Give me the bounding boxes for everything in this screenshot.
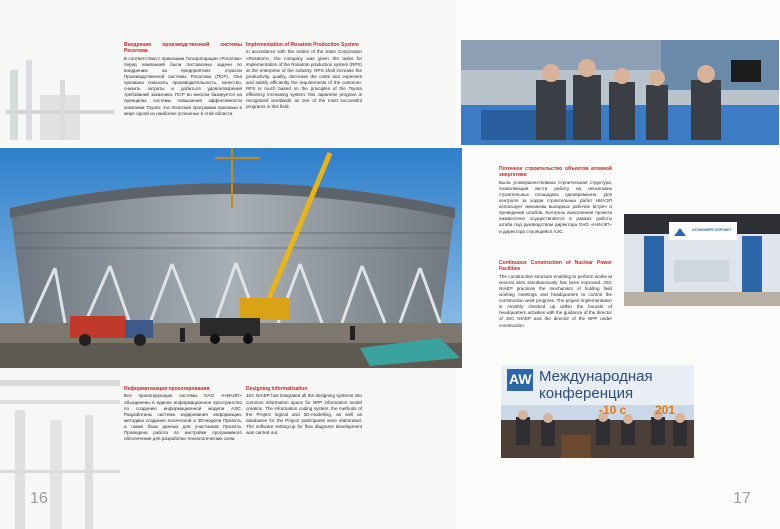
rps-ru-block <box>124 42 242 117</box>
cooling-tower-construction-photo <box>0 148 462 368</box>
design-en-block <box>246 386 362 436</box>
construction-ru-block <box>499 166 612 235</box>
conference-photo <box>501 365 694 458</box>
construction-ru-body: Была усовершенствована строительная структура, позволяющая вести работу на нескольких строительных площадках одновременно. Для контроля за ходом строительных работ НИАЭП использует механизм выездных рабочих встреч и проведения штабов. Контроль выполнения проекта ежемесячно осуществляется в рамках работы штаба под руководством директора ОАО «НИАЭП» и директора строящейся АЭС. <box>499 179 612 234</box>
construction-en-heading: Continuous Construction of Nuclear Power Facilities <box>499 260 612 273</box>
exhibition-booth-photo <box>624 214 780 306</box>
conference-banner-line3b: 201 <box>655 403 676 417</box>
booth-sign: АТОМЭНЕРГОПРОЕКТ <box>692 228 732 232</box>
design-ru-block <box>124 386 242 442</box>
construction-ru-heading: Поточное строительство объектов атомной энергетики <box>499 166 612 179</box>
page-number-left: 16 <box>30 490 48 507</box>
rps-en-block <box>246 42 362 110</box>
design-ru-body: Все проектирующие системы ОАО «НИАЭП» объединены в единое информационное пространство по созданию информационной модели АЭС. Разработаны система кодирования информации, методика создания логической и 3D-модели Проекта, а также базы данных для участников Проекта. Проведена работа по настройке программного обеспечения для разработки технологических схем. <box>124 393 242 442</box>
design-en-body: JSC NIAEP has integrated all the designing systems into common information space for NPP information model creation. The information coding system, the methods of the Project logical and 3D-modelling, as well as databases for the Project participants were elaborated. The software setting-up for flow diagrams development was carried out. <box>246 393 362 435</box>
industrial-background-top <box>0 0 120 140</box>
design-en-heading: Designing Informatization <box>246 386 308 392</box>
rps-en-body: In accordance with the orders of the State Corporation «Rosatom», the company was given the tasks for implementation of the Rosatom production system (RPS) at the enterprise of the industry. RPS shall increase the productivity, quality, decrease the costs and expenses and satisfy efficiently the requirements of the customer. RPS is much based on the principles of the Toyota efficiency increasing system: this Japanese program is recognized worldwide as one of the most successful programs in this field. <box>246 49 362 110</box>
rps-ru-heading: Внедрение производственной системы Росатома <box>124 42 242 55</box>
rps-ru-body: В соответствии с приказами Госкорпорации «Росатом» перед компанией были поставлены задачи по внедрению на предприятиях отрасли Производственной системы Росатома (ПСР). Она призвана повысить производительность, качество, снизить затраты и добиться удовлетворения требований заказчика. ПСР во многом базируется на принципах системы повышения эффективности компании Toyota: эта японская программа признана в мире одной из наиболее успешных в этой области. <box>124 55 242 116</box>
conference-banner-logo: AW <box>509 371 532 387</box>
page-number-right: 17 <box>733 490 751 507</box>
design-ru-heading: Информатизация проектирования <box>124 386 210 392</box>
exhibition-visit-photo <box>461 40 779 145</box>
conference-banner-line2: конференция <box>539 385 634 402</box>
industrial-background-bottom <box>0 370 120 529</box>
conference-banner-line3: -10 с <box>599 403 627 417</box>
conference-banner-line1: Международная <box>539 368 653 385</box>
construction-en-block <box>499 260 612 329</box>
rps-en-heading: Implementation of Rosatom Production System <box>246 42 359 48</box>
construction-en-body: The construction structure enabling to perform works at several sites simultaneously has been improved. JSC NIAEP practices the mechanism of holding field working meetings and headquarters to control the construction work progress. The project implementation is monthly checked up within the bounds of headquarters activities with the guidance of the director of JSC NIAEP and the director of the NPP under construction. <box>499 273 612 328</box>
